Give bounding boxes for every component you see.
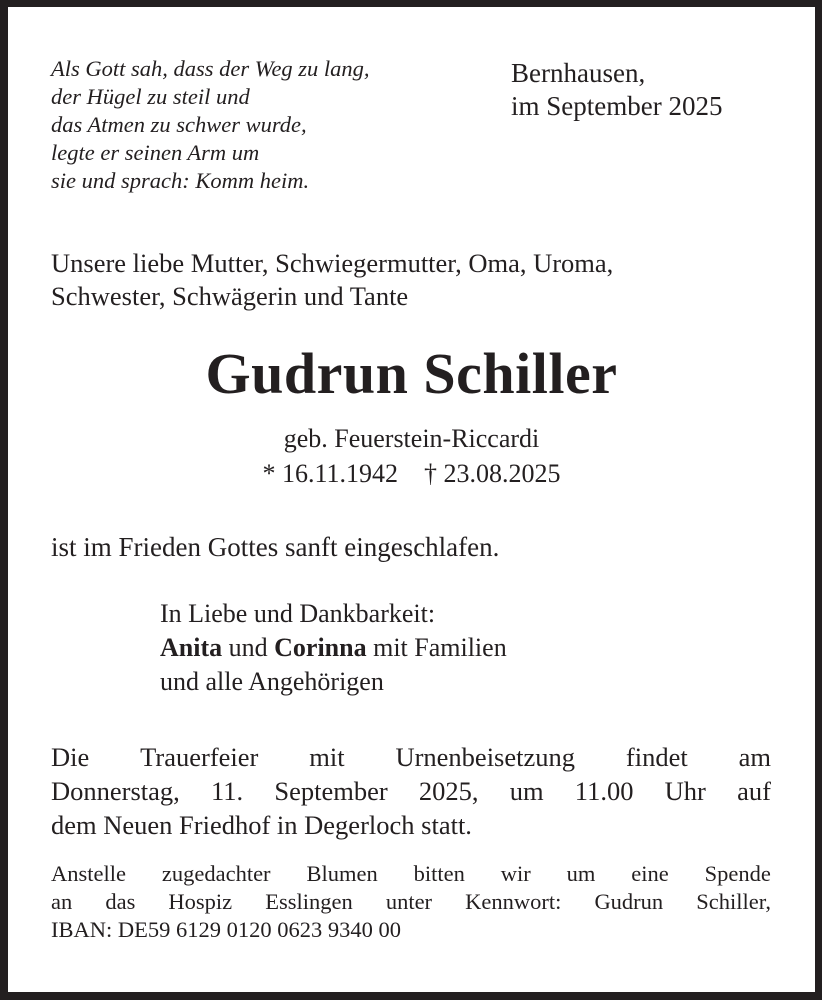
word: Schiller, bbox=[696, 889, 771, 914]
word: auf bbox=[737, 776, 771, 806]
date: im September 2025 bbox=[511, 91, 723, 121]
ceremony-info bbox=[51, 740, 771, 842]
poem-line: der Hügel zu steil und bbox=[51, 84, 250, 109]
word: Spende bbox=[704, 861, 771, 886]
poem-line: das Atmen zu schwer wurde, bbox=[51, 112, 307, 137]
passing-text: ist im Frieden Gottes sanft eingeschlafen. bbox=[51, 532, 500, 562]
word: eine bbox=[631, 861, 669, 886]
word: 11. bbox=[211, 776, 244, 806]
word: Uhr bbox=[664, 776, 706, 806]
deceased-name: Gudrun Schiller bbox=[205, 341, 618, 406]
mourners-heading: In Liebe und Dankbarkeit: bbox=[160, 599, 436, 628]
mourners-names bbox=[160, 631, 507, 665]
birth-symbol-icon: * bbox=[262, 459, 276, 488]
donation-line-1 bbox=[51, 860, 771, 888]
ceremony-line-1 bbox=[51, 740, 771, 774]
life-dates bbox=[8, 457, 815, 491]
word: September bbox=[274, 776, 388, 806]
donation-line-2 bbox=[51, 888, 771, 916]
word: zugedachter bbox=[161, 861, 271, 886]
word: Blumen bbox=[306, 861, 378, 886]
word: Anstelle bbox=[51, 861, 126, 886]
intro bbox=[51, 247, 613, 313]
word: um bbox=[566, 861, 596, 886]
poem-line: legte er seinen Arm um bbox=[51, 140, 260, 165]
ceremony-line-3: dem Neuen Friedhof in Degerloch statt. bbox=[51, 810, 472, 840]
mourners bbox=[160, 597, 507, 699]
intro-line: Unsere liebe Mutter, Schwiegermutter, Oma, Uroma, bbox=[51, 248, 614, 278]
ceremony-line-2 bbox=[51, 774, 771, 808]
poem-line: sie und sprach: Komm heim. bbox=[51, 168, 310, 193]
iban[interactable]: IBAN: DE59 6129 0120 0623 9340 00 bbox=[51, 917, 401, 942]
word: an bbox=[51, 889, 73, 914]
word: Hospiz bbox=[168, 889, 233, 914]
word: Urnenbeisetzung bbox=[395, 742, 576, 772]
poem-line: Als Gott sah, dass der Weg zu lang, bbox=[51, 56, 370, 81]
birth-date: 16.11.1942 bbox=[281, 459, 399, 488]
word: am bbox=[738, 742, 771, 772]
word: Die bbox=[51, 742, 90, 772]
word: bitten bbox=[413, 861, 465, 886]
mourner-name: Corinna bbox=[274, 633, 367, 662]
donation-info bbox=[51, 860, 771, 944]
word: das bbox=[105, 889, 136, 914]
poem bbox=[51, 55, 370, 195]
word: mit bbox=[309, 742, 345, 772]
mourner-name: Anita bbox=[160, 633, 223, 662]
word: Esslingen bbox=[265, 889, 353, 914]
place: Bernhausen, bbox=[511, 58, 646, 88]
word: unter bbox=[385, 889, 433, 914]
word: Donnerstag, bbox=[51, 776, 180, 806]
cross-icon: † bbox=[424, 459, 438, 488]
word: 2025, bbox=[418, 776, 479, 806]
connector: und bbox=[228, 633, 268, 662]
place-date bbox=[511, 57, 722, 123]
word: wir bbox=[500, 861, 531, 886]
word: Trauerfeier bbox=[140, 742, 259, 772]
word: um bbox=[509, 776, 544, 806]
word: Kennwort: bbox=[465, 889, 562, 914]
death-date: 23.08.2025 bbox=[443, 459, 561, 488]
mourners-others: und alle Angehörigen bbox=[160, 667, 384, 696]
word: Gudrun bbox=[594, 889, 664, 914]
intro-line: Schwester, Schwägerin und Tante bbox=[51, 281, 409, 311]
obituary-notice bbox=[8, 7, 815, 992]
mourners-suffix: mit Familien bbox=[373, 633, 507, 662]
maiden-name: geb. Feuerstein-Riccardi bbox=[283, 424, 540, 453]
word: findet bbox=[625, 742, 688, 772]
word: 11.00 bbox=[574, 776, 634, 806]
